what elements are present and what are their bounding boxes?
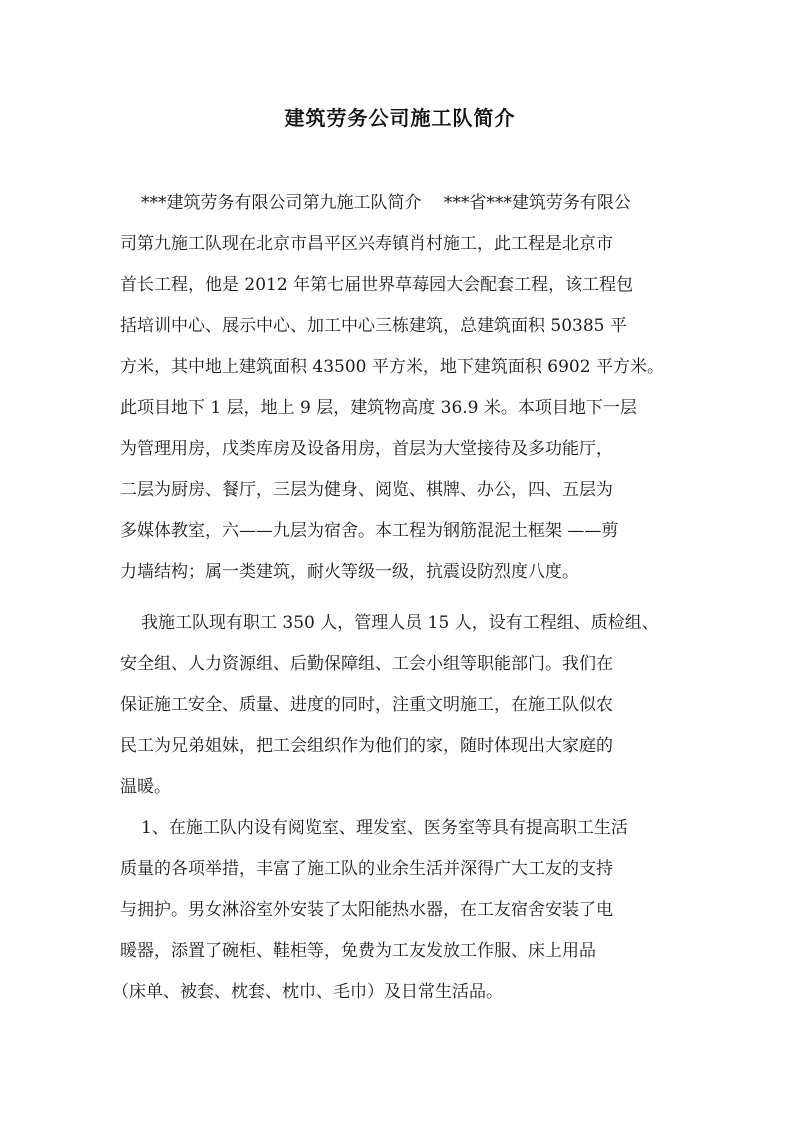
paragraph-line: 暖器，添置了碗柜、鞋柜等，免费为工友发放工作服、床上用品 (120, 941, 596, 961)
paragraph-line: 二层为厨房、餐厅，三层为健身、阅览、棋牌、办公，四、五层为 (120, 480, 613, 500)
paragraph-line: 安全组、人力资源组、后勤保障组、工会小组等职能部门。我们在 (120, 654, 613, 674)
paragraph-line: 首长工程，他是 2012 年第七届世界草莓园大会配套工程，该工程包 (120, 275, 634, 295)
paragraph-line: 1、在施工队内设有阅览室、理发室、医务室等具有提高职工生活 (141, 818, 628, 838)
paragraph-line: 此项目地下 1 层，地上 9 层，建筑物高度 36.9 米。本项目地下一层 (120, 398, 637, 418)
paragraph-line: 与拥护。男女淋浴室外安装了太阳能热水器，在工友宿舍安装了电 (120, 900, 613, 920)
paragraph-line: 温暖。 (120, 777, 171, 797)
paragraph-line: ***建筑劳务有限公司第九施工队简介 ***省***建筑劳务有限公 (141, 193, 631, 213)
paragraph-line: （床单、被套、枕套、枕巾、毛巾）及日常生活品。 (112, 982, 503, 1002)
paragraph-line: 力墙结构；属一类建筑，耐火等级一级，抗震设防烈度八度。 (120, 562, 579, 582)
paragraph-line: 括培训中心、展示中心、加工中心三栋建筑，总建筑面积 50385 平 (120, 316, 627, 336)
document-title: 建筑劳务公司施工队简介 (284, 106, 516, 130)
paragraph-line: 民工为兄弟姐妹，把工会组织作为他们的家，随时体现出大家庭的 (120, 736, 613, 756)
paragraph-line: 质量的各项举措，丰富了施工队的业余生活并深得广大工友的支持 (120, 859, 613, 879)
paragraph-line: 司第九施工队现在北京市昌平区兴寿镇肖村施工，此工程是北京市 (120, 234, 613, 254)
paragraph-line: 方米，其中地上建筑面积 43500 平方米，地下建筑面积 6902 平方米。 (120, 357, 664, 377)
paragraph-line: 保证施工安全、质量、进度的同时，注重文明施工，在施工队似农 (120, 695, 613, 715)
paragraph-line: 多媒体教室，六——九层为宿舍。本工程为钢筋混泥土框架 ——剪 (120, 521, 619, 541)
paragraph-line: 我施工队现有职工 350 人，管理人员 15 人，设有工程组、质检组、 (141, 613, 659, 633)
paragraph-line: 为管理用房，戊类库房及设备用房，首层为大堂接待及多功能厅， (120, 439, 613, 459)
